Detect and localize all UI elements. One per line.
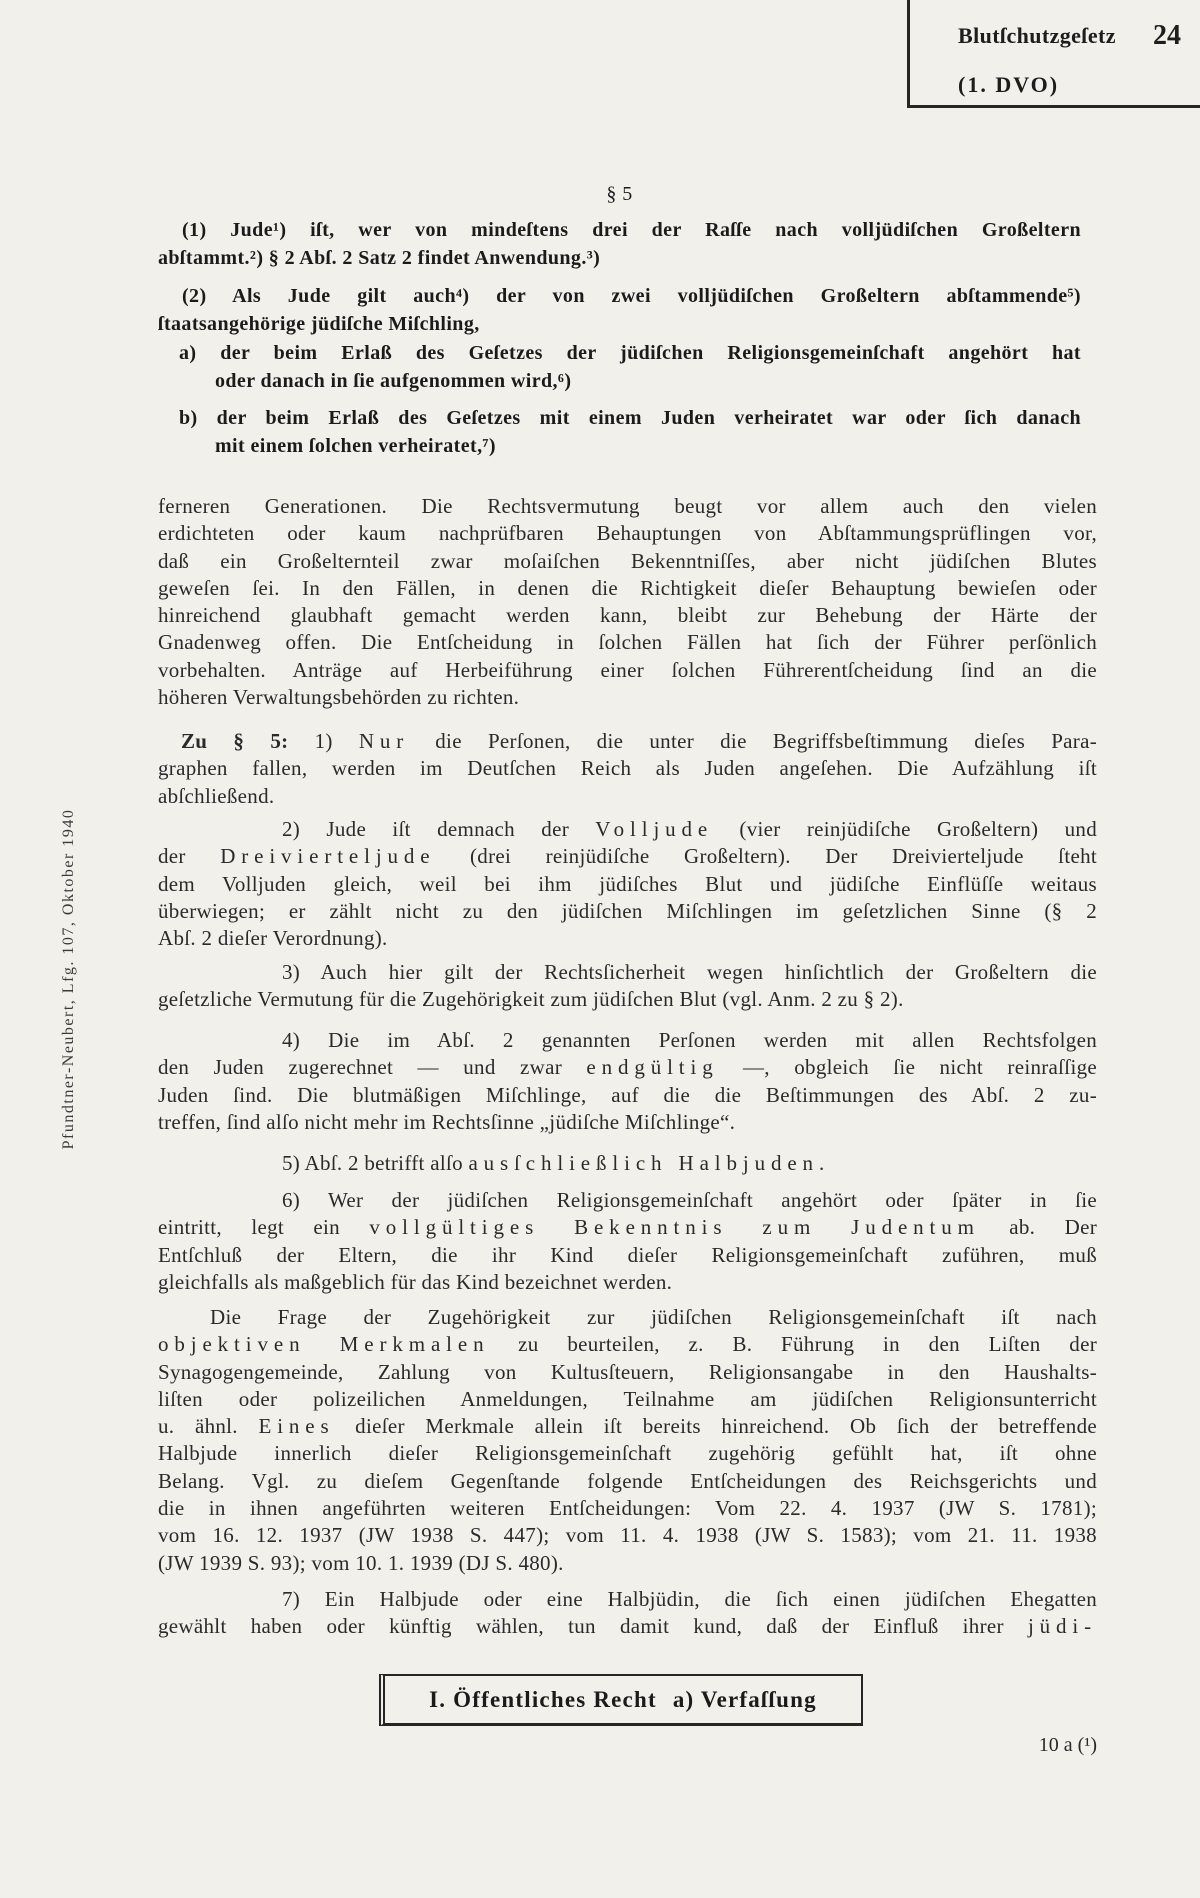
text-line xyxy=(282,1150,1097,1177)
text-line xyxy=(158,1214,1097,1241)
text-line xyxy=(158,1413,1097,1440)
text-line: (1) Jude¹) iſt, wer von mindeſtens drei der Raſſe nach volljüdiſchen Großeltern xyxy=(182,219,1081,241)
text-line: überwiegen; er zählt nicht zu den jüdiſchen Miſchlingen im geſetzlichen Sinne (§ 2 xyxy=(158,898,1097,923)
text-run: u. ähnl. xyxy=(158,1414,259,1439)
spaced-emphasis: Eines xyxy=(258,1414,335,1439)
law-paragraph-2 xyxy=(158,282,1081,338)
text-line: a) der beim Erlaß des Geſetzes der jüdiſchen Religionsgemeinſchaft angehört hat xyxy=(179,342,1081,364)
text-line: daß ein Großelternteil zwar moſaiſchen Bekenntniſſes, aber nicht jüdiſchen Blutes xyxy=(158,548,1097,573)
law-paragraph-1 xyxy=(158,216,1081,272)
spaced-emphasis: Dreivierteljude xyxy=(220,844,436,869)
text-line: vorbehalten. Anträge auf Herbeiführung einer ſolchen Führerentſcheidung ſind an die xyxy=(158,657,1097,682)
text-run: . xyxy=(818,1151,825,1175)
text-line: Gnadenweg offen. Die Entſcheidung in ſolchen Fällen hat ſich der Führer perſönlich xyxy=(158,630,1097,655)
spaced-emphasis: vollgültiges Bekenntnis zum Judentum xyxy=(369,1215,980,1240)
text-line: 4) Die im Abſ. 2 genannten Perſonen werden mit allen Rechtsfolgen xyxy=(282,1028,1097,1052)
text-line: hinreichend glaubhaft gemacht werden kann, bleibt zur Behebung der Härte der xyxy=(158,603,1097,628)
text-line: geweſen ſei. In den Fällen, in denen die Richtigkeit dieſer Behauptung bewieſen oder xyxy=(158,575,1097,600)
text-run: —, obgleich ſie nicht reinraſſige xyxy=(718,1055,1097,1080)
classification-section: I. Öffentliches Recht xyxy=(429,1686,657,1712)
spaced-emphasis: Nur xyxy=(358,729,410,753)
text-line: graphen fallen, werden im Deutſchen Reich als Juden angeſehen. Die Aufzählung iſt xyxy=(158,756,1097,781)
commentary-continuation xyxy=(158,493,1097,711)
text-line: gleichfalls als maßgeblich für das Kind bezeichnet werden. xyxy=(158,1269,673,1294)
text-line: oder danach in ſie aufgenommen wird,⁶) xyxy=(215,370,572,392)
text-line: mit einem ſolchen verheiratet,⁷) xyxy=(215,435,496,457)
text-line: 3) Auch hier gilt der Rechtsſicherheit wegen hinſichtlich der Großeltern die xyxy=(282,960,1097,984)
text-run: dieſer Merkmale allein iſt bereits hinreichend. Ob ſich der betreffende xyxy=(334,1414,1098,1439)
text-line: ferneren Generationen. Die Rechtsvermutung beugt vor allem auch den vielen xyxy=(158,494,1097,518)
commentary-note-2 xyxy=(158,816,1097,952)
spaced-emphasis: endgültig xyxy=(586,1055,719,1080)
text-line: vom 16. 12. 1937 (JW 1938 S. 447); vom 11. 4. 1938 (JW S. 1583); vom 21. 11. 1938 xyxy=(158,1523,1097,1548)
text-line: abſtammt.²) § 2 Abſ. 2 Satz 2 findet Anwendung.³) xyxy=(158,247,601,269)
spaced-emphasis: Volljude xyxy=(595,817,714,841)
text-line: Entſchluß der Eltern, die ihr Kind dieſer Religionsgemeinſchaft zuführen, muß xyxy=(158,1242,1097,1267)
margin-citation: Pfundtner-Neubert, Lfg. 107, Oktober 1940 xyxy=(60,808,77,1150)
text-run: den Juden zugerechnet — und zwar xyxy=(158,1055,587,1080)
commentary-note-5 xyxy=(158,1150,1097,1177)
text-line: die in ihnen angeführten weiteren Entſcheidungen: Vom 22. 4. 1937 (JW S. 1781); xyxy=(158,1496,1097,1521)
text-line: erdichteten oder kaum nachprüfbaren Behauptungen von Abſtammungsprüflingen vor, xyxy=(158,521,1097,546)
text-line xyxy=(158,1613,1097,1640)
text-line: (JW 1939 S. 93); vom 10. 1. 1939 (DJ S. 480). xyxy=(158,1550,564,1575)
text-run: zu beurteilen, z. B. Führung in den Liſten der xyxy=(489,1332,1097,1357)
classification-box xyxy=(379,1674,863,1726)
running-head-subtitle: (1. DVO) xyxy=(958,72,1060,97)
law-item-a xyxy=(179,339,1081,395)
commentary-note-4 xyxy=(158,1027,1097,1136)
text-line: Die Frage der Zugehörigkeit zur jüdiſchen Religionsgemeinſchaft iſt nach xyxy=(210,1305,1097,1329)
commentary-note-6 xyxy=(158,1187,1097,1296)
page-number: 10 a (¹) xyxy=(1038,1734,1097,1756)
text-line xyxy=(181,728,1097,755)
text-run: 2) Jude iſt demnach der xyxy=(282,817,596,841)
header-rule-horizontal xyxy=(907,105,1200,108)
section-heading: § 5 xyxy=(606,183,633,205)
text-run: eintritt, legt ein xyxy=(158,1215,370,1240)
text-run: 5) Abſ. 2 betrifft alſo xyxy=(282,1151,469,1175)
text-line xyxy=(158,843,1097,870)
text-line: Belang. Vgl. zu dieſem Gegenſtande folgende Entſcheidungen des Reichsgerichts und xyxy=(158,1468,1097,1493)
text-line xyxy=(158,1331,1097,1358)
text-run: (vier reinjüdiſche Großeltern) und xyxy=(713,817,1098,841)
commentary-note-3 xyxy=(158,959,1097,1014)
text-line: b) der beim Erlaß des Geſetzes mit einem Juden verheiratet war oder ſich danach xyxy=(179,407,1081,429)
text-line xyxy=(158,1054,1097,1081)
text-line: Synagogengemeinde, Zahlung von Kultusſteuern, Religionsangabe in den Haushalts- xyxy=(158,1359,1097,1384)
text-line: abſchließend. xyxy=(158,783,275,808)
text-line: geſetzliche Vermutung für die Zugehörigkeit zum jüdiſchen Blut (vgl. Anm. 2 zu § 2). xyxy=(158,987,904,1012)
text-line: 6) Wer der jüdiſchen Religionsgemeinſchaft angehört oder ſpäter in ſie xyxy=(282,1188,1097,1212)
commentary-note-1 xyxy=(158,728,1097,810)
commentary-note-7 xyxy=(158,1586,1097,1641)
text-line: (2) Als Jude gilt auch⁴) der von zwei volljüdiſchen Großeltern abſtammende⁵) xyxy=(182,285,1081,307)
text-line: liſten oder polizeilichen Anmeldungen, Teilnahme am jüdiſchen Religionsunterricht xyxy=(158,1386,1097,1411)
text-run: (drei reinjüdiſche Großeltern). Der Dreivierteljude ſteht xyxy=(435,844,1098,869)
text-line: Juden ſind. Die blutmäßigen Miſchlinge, auf die die Beſtimmungen des Abſ. 2 zu- xyxy=(158,1082,1097,1107)
spaced-emphasis: objektiven Merkmalen xyxy=(158,1332,490,1357)
commentary-note-6-continued xyxy=(158,1304,1097,1577)
text-line: dem Volljuden gleich, weil bei ihm jüdiſches Blut und jüdiſche Einflüſſe weitaus xyxy=(158,871,1097,896)
bold-lead-in: Zu § 5: xyxy=(181,729,289,753)
text-line: Halbjude innerlich dieſer Religionsgemeinſchaft zugehörig gefühlt hat, iſt ohne xyxy=(158,1441,1097,1466)
text-run: 1) xyxy=(288,729,359,753)
spaced-emphasis: jüdi- xyxy=(1027,1614,1097,1639)
header-rule-vertical xyxy=(907,0,910,108)
law-item-b xyxy=(179,404,1081,460)
spaced-emphasis: ausſchließlich Halbjuden xyxy=(468,1151,819,1175)
text-line: höheren Verwaltungsbehörden zu richten. xyxy=(158,685,520,710)
text-line: ſtaatsangehörige jüdiſche Miſchling, xyxy=(158,313,480,335)
text-line: treffen, ſind alſo nicht mehr im Rechtsſinne „jüdiſche Miſchlinge“. xyxy=(158,1109,736,1134)
text-line: 7) Ein Halbjude oder eine Halbjüdin, die ſich einen jüdiſchen Ehegatten xyxy=(282,1587,1097,1611)
text-run: gewählt haben oder künftig wählen, tun damit kund, daß der Einfluß ihrer xyxy=(158,1614,1028,1639)
text-line: Abſ. 2 dieſer Verordnung). xyxy=(158,926,388,951)
running-head-number: 24 xyxy=(1153,20,1181,51)
running-head-title: Blutſchutzgeſetz xyxy=(958,23,1116,48)
text-run: die Perſonen, die unter die Begriffsbeſtimmung dieſes Para- xyxy=(409,729,1098,753)
text-line xyxy=(282,816,1097,843)
text-run: der xyxy=(158,844,221,869)
classification-subsection: a) Verfaſſung xyxy=(672,1686,817,1712)
text-run: ab. Der xyxy=(979,1215,1097,1240)
